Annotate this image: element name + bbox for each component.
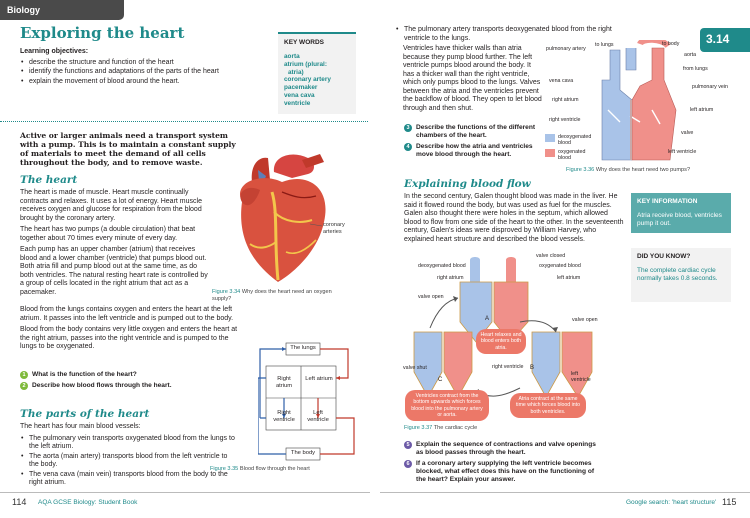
fig336-vena-cava: vena cava [549,78,574,84]
heart-paragraph: The heart has two pumps (a double circulation) that beat together about 70 times every minute of every day. [20,226,196,242]
figure-text: Why does the heart need two pumps? [595,167,691,173]
parts-intro: The heart has four main blood vessels: [20,423,141,430]
objective-item: • explain the movement of blood around the heart. [20,78,245,87]
question-text: If a coronary artery supplying the left ventricle becomes blocked, what effect does this have on the functioning of the heart? Explain your answer. [416,460,595,484]
section-number-tab [700,28,750,52]
heart-paragraph: Blood from the body contains very little oxygen and enters the heart at the right atrium, passes into the right ventricle and is pumped to the lungs to be oxygenated. [20,326,238,351]
fig337-left-ventricle: left ventricle [571,371,591,384]
questions-5-6 [404,441,600,487]
fig337-right-ventricle: right ventricle [492,364,524,370]
legend-deoxy [545,134,598,147]
figure-number: Figure 3.34 [212,289,241,295]
parts-heading: The parts of the heart [20,408,150,420]
fig337-note-b: Atria contract at the same time which forces blood into both ventricles. [510,393,586,418]
fig335-left-atrium: Left atrium [305,376,333,382]
questions-3-4 [404,124,549,162]
heart-illustration [212,152,362,287]
fig337-valve-shut: valve shut [403,365,427,371]
fig337-oxy: oxygenated blood [539,263,581,269]
figure-text: Why does the heart need an oxygen supply? [212,289,332,302]
section-divider [0,121,368,122]
heart-paragraph: Each pump has an upper chamber (atrium) that receives blood and a lower chamber (ventricle) that pumps blood out. Both atria fill and pump blood out at the same time, as do both ventricles. The natural resting heart rate is controlled by a group of cells located in the right atrium that act as a pacemaker. [20,246,208,296]
key-words-heading: KEY WORDS [284,39,324,46]
figure-3-36-caption [566,167,706,174]
vessel-item: • The aorta (main artery) transports blood from the left ventricle to the body. [20,453,235,470]
fig337-valve-open-1: valve open [418,294,444,300]
subject-tab [0,0,124,20]
left-footer-text: AQA GCSE Biology: Student Book [38,499,138,506]
figure-text: The cardiac cycle [433,425,478,431]
fig337-note-c: Ventricles contract from the bottom upwards which forces blood into the pulmonary artery or aorta. [405,390,489,421]
legend-label: deoxygenated blood [558,134,592,147]
key-word: aorta [284,52,300,60]
question-4 [404,143,549,159]
key-words-box [278,32,356,114]
question-3 [404,124,549,140]
fig336-aorta: aorta [684,52,697,58]
question-1 [20,371,240,379]
fig336-valve: valve [681,130,694,136]
question-2 [20,382,240,390]
key-word: coronary artery [284,76,331,84]
fig336-to-lungs: to lungs [595,42,614,48]
right-footer-rule [380,492,750,493]
fig337-label-b: B [530,365,535,371]
figure-number: Figure 3.37 [404,425,433,431]
fig336-from-lungs: from lungs [683,66,708,72]
fig335-right-ventricle: Right ventricle [273,410,295,424]
fig337-valve-closed: valve closed [536,253,566,259]
question-number: 5 [404,441,412,449]
fig335-right-atrium: Right atrium [275,376,293,390]
question-number: 1 [20,371,28,379]
legend-label: oxygenated blood [558,148,586,162]
legend-oxy [545,149,598,162]
figure-3-34-caption [212,289,352,303]
right-page-number: 115 [722,497,737,507]
heart-text [20,189,208,300]
question-5 [404,441,600,457]
blood-flow-text: In the second century, Galen thought blood was made in the liver. He said it flowed round the body, but was used as fuel for the muscles. Galen also thought there were holes in the septum, which allowed blood to flow from one side of the heart to the other. In the seventeenth century, Galen's ideas were disproved by William Harvey, who explained heart structure and described the blood vessels. [404,193,624,243]
intro-text: Active or larger animals need a transport system with a pump. This is to maintain a constant supply of materials to meet the demand of all cells throughout the body, and to remove waste. [20,131,236,168]
heart-heading: The heart [20,174,78,186]
legend-swatch [545,149,555,157]
fig335-left-ventricle: Left ventricle [307,410,329,424]
question-text: Describe how blood flows through the heart. [32,382,172,390]
figure-number: Figure 3.35 [210,466,239,472]
did-you-know-heading: DID YOU KNOW? [637,253,691,260]
page-title: Exploring the heart [20,24,185,42]
heart-paragraph: Blood from the lungs contains oxygen and enters the heart at the left atrium. It passes into the left ventricle and is pumped out to the body. [20,306,234,322]
blood-flow-diagram [258,338,368,466]
objectives-heading: Learning objectives: [20,48,89,55]
fig337-right-atrium: right atrium [437,275,464,281]
figure-3-37-caption [404,425,544,432]
key-word: atria) [288,68,304,76]
question-number: 3 [404,124,412,132]
question-text: Describe the functions of the different chambers of the heart. [416,124,536,140]
did-you-know-text: The complete cardiac cycle normally takes 0.8 seconds. [637,266,718,282]
question-number: 6 [404,460,412,468]
objective-item: • describe the structure and function of the heart [20,59,245,68]
blood-flow-heading: Explaining blood flow [404,178,531,190]
fig336-to-body: to body [662,41,680,47]
cycle-heart-b [532,332,592,397]
fig336-left-ventricle: left ventricle [668,149,697,155]
figure-text: Blood flow through the heart [239,466,310,472]
fig335-lungs: The lungs [290,345,316,351]
heart-text-wide [20,306,240,355]
vessel-item: • The pulmonary artery transports deoxygenated blood from the right ventricle to the lungs. [395,26,620,43]
key-info-text: Atria receive blood, ventricles pump it out. [637,211,722,227]
objective-item: • identify the functions and adaptations of the parts of the heart [20,68,245,77]
question-number: 4 [404,143,412,151]
ventricles-text: Ventricles have thicker walls than atria because they pump blood further. The left ventricle pumps blood around the body. It has a thicker wall than the right ventricle, which only pumps blood to the lungs. Valves between the atria and the ventricles prevent the backflow of blood. They open to let blood through and then shut. [403,45,542,112]
legend-swatch [545,134,555,142]
fig336-legend [545,134,598,162]
fig337-left-atrium: left atrium [557,275,581,281]
key-info-heading: KEY INFORMATION [637,198,698,205]
fig336-left-atrium: left atrium [690,107,714,113]
question-6 [404,460,600,484]
fig337-valve-open-2: valve open [572,317,598,323]
fig336-pulmonary-artery: pulmonary artery [546,46,586,52]
key-word: atrium (plural: [284,60,327,68]
parts-text [20,423,235,489]
fig336-pulmonary-vein: pulmonary vein [692,84,728,90]
coronary-arteries-label: coronary arteries [323,222,345,235]
parts-list [20,435,235,488]
question-number: 2 [20,382,28,390]
key-word: vena cava [284,91,315,99]
question-text: What is the function of the heart? [32,371,137,378]
fig337-label-a: A [485,316,490,322]
right-footer-text: Google search: 'heart structure' [626,499,717,506]
question-text: Describe how the atria and ventricles move blood through the heart. [416,143,533,159]
fig335-body: The body [290,450,316,456]
fig337-note-a: Heart relaxes and blood enters both atria. [476,329,526,354]
vessel-item: • The vena cava (main vein) transports blood from the body to the right atrium. [20,471,235,488]
fig337-deoxy: deoxygenated blood [418,263,466,269]
figure-number: Figure 3.36 [566,167,595,173]
objectives-list [20,59,245,87]
key-word: ventricle [284,99,311,107]
learning-objectives [20,48,245,87]
question-text: Explain the sequence of contractions and valve openings as blood passes through the heart. [416,441,596,457]
fig336-right-ventricle: right ventricle [549,117,581,123]
left-footer-rule [0,492,370,493]
fig337-label-c: C [438,377,443,383]
heart-paragraph: The heart is made of muscle. Heart muscle continually contracts and relaxes. It uses a lot of energy. Heart muscle receives oxygen and glucose for respiration from the blood brought by the coronary artery. [20,189,202,222]
vessel-item: • The pulmonary vein transports oxygenated blood from the lungs to the left atrium. [20,435,235,452]
questions-1-2 [20,371,240,393]
subject-tab-label: Biology [7,5,40,15]
section-number: 3.14 [706,32,730,46]
key-information-box [631,193,731,233]
did-you-know-box [631,248,731,302]
fig336-right-atrium: right atrium [552,97,579,103]
key-word: pacemaker [284,84,318,92]
left-page-number: 114 [12,497,27,507]
